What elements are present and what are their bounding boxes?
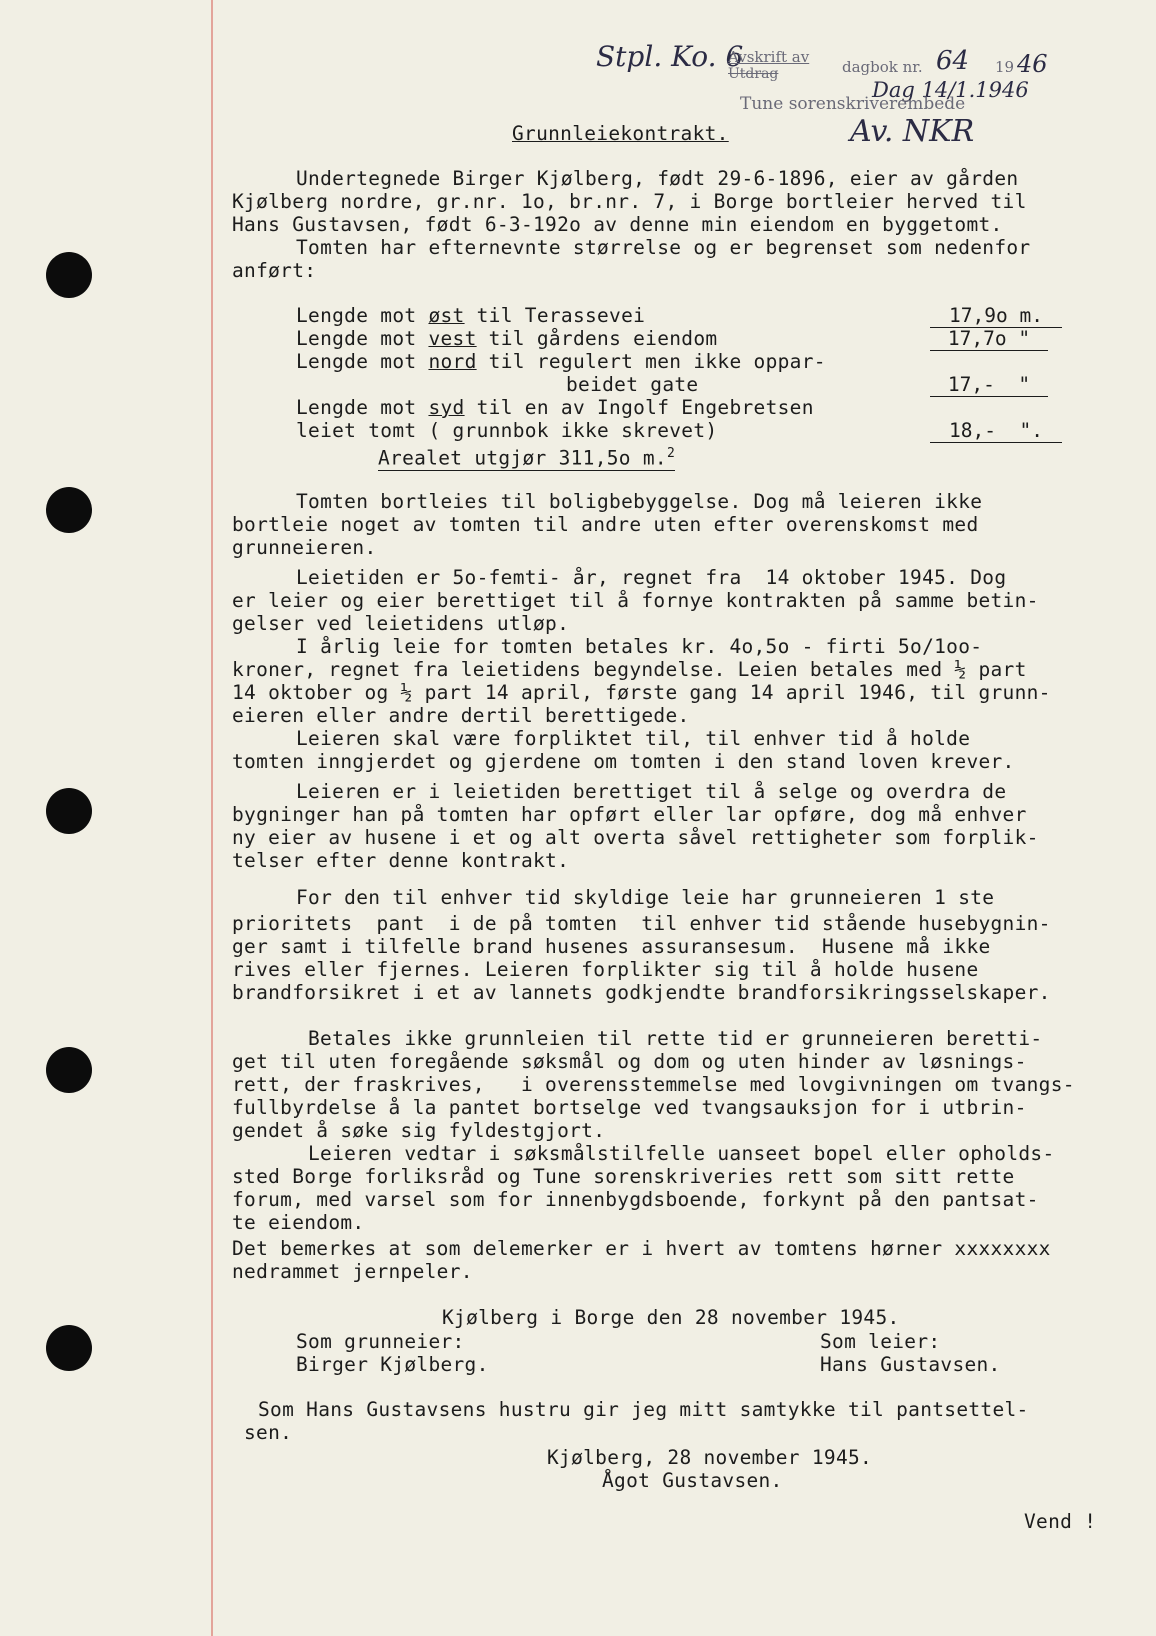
text-line: ny eier av husene i et og alt overta såvel rettigheter som forplik-	[232, 826, 1039, 849]
direction-label: vest	[428, 327, 477, 350]
measurement-row: beidet gate	[566, 373, 699, 396]
direction-label: øst	[428, 304, 465, 327]
consent-date: Kjølberg, 28 november 1945.	[547, 1446, 873, 1469]
text-line: er leier og eier berettiget til å fornye kontrakten på samme betin-	[232, 589, 1039, 612]
handwritten-reference: Stpl. Ko. 6	[596, 40, 744, 73]
text-line: grunneieren.	[232, 536, 377, 559]
text-line: tomten inngjerdet og gjerdene om tomten i den stand loven krever.	[232, 750, 1015, 773]
text-line: eieren eller andre dertil berettigede.	[232, 704, 690, 727]
direction-label: syd	[428, 396, 465, 419]
handwritten-signature: Av. NKR	[850, 114, 975, 149]
text-line: anført:	[232, 259, 317, 282]
handwritten-year: 46	[1017, 50, 1048, 78]
text-line: gelser ved leietidens utløp.	[232, 612, 570, 635]
owner-role: Som grunneier:	[296, 1330, 465, 1353]
area-line: Arealet utgjør 311,5o m.$^2$	[378, 442, 675, 471]
text-line: te eiendom.	[232, 1211, 365, 1234]
place-date: Kjølberg i Borge den 28 november 1945.	[442, 1306, 900, 1329]
text-line: 14 oktober og ½ part 14 april, første gang 14 april 1946, til grunn-	[232, 681, 1051, 704]
text-line: bygninger han på tomten har opført eller lar opføre, dog må enhver	[232, 803, 1027, 826]
text-line: Hans Gustavsen, født 6-3-192o av denne min eiendom en byggetomt.	[232, 213, 1003, 236]
measurement-value: 17,7o "	[930, 327, 1048, 351]
text-line: Tomten bortleies til boligbebyggelse. Dog må leieren ikke	[296, 490, 983, 513]
stamp-office: Tune sorenskriverembede	[740, 94, 966, 114]
text-line: Leietiden er 5o-femti- år, regnet fra 14 oktober 1945. Dog	[296, 566, 1007, 589]
text-line: kroner, regnet fra leietidens begyndelse. Leien betales med ½ part	[232, 658, 1027, 681]
measurement-row: Lengde mot syd til en av Ingolf Engebretsen	[296, 396, 814, 419]
direction-label: nord	[428, 350, 477, 373]
text-line: Undertegnede Birger Kjølberg, født 29-6-1896, eier av gården	[296, 167, 1019, 190]
text-line: Leieren skal være forpliktet til, til enhver tid å holde	[296, 727, 971, 750]
area-superscript: 2	[666, 446, 676, 461]
document-title: Grunnleiekontrakt.	[512, 122, 729, 145]
text-line: Betales ikke grunnleien til rette tid er grunneieren beretti-	[308, 1027, 1043, 1050]
measurement-row: Lengde mot øst til Terassevei	[296, 304, 646, 327]
tenant-role: Som leier:	[820, 1330, 941, 1353]
text-line: gendet å søke sig fyldestgjort.	[232, 1119, 606, 1142]
turn-over-note: Vend !	[1024, 1510, 1097, 1533]
stamp-struck-word: Utdrag	[728, 66, 779, 82]
text-line: Leieren vedtar i søksmålstilfelle uanseet bopel eller opholds-	[308, 1142, 1055, 1165]
stamp-year-prefix: 19	[995, 58, 1015, 76]
owner-name: Birger Kjølberg.	[296, 1353, 489, 1376]
measurement-value: 18,- ".	[930, 419, 1062, 443]
text-line: Leieren er i leietiden berettiget til å selge og overdra de	[296, 780, 1007, 803]
handwritten-date: Dag 14/1.1946	[872, 78, 1029, 102]
punch-hole	[46, 1325, 92, 1371]
text-line: Tomten har efternevnte størrelse og er begrenset som nedenfor	[296, 236, 1031, 259]
handwritten-number: 64	[936, 46, 970, 76]
consent-line: Som Hans Gustavsens hustru gir jeg mitt samtykke til pantsettel-	[258, 1398, 1029, 1421]
text-line: telser efter denne kontrakt.	[232, 849, 570, 872]
text-line: fullbyrdelse å la pantet bortselge ved tvangsauksjon for i utbrin-	[232, 1096, 1027, 1119]
text-line: nedrammet jernpeler.	[232, 1260, 473, 1283]
text-line: rett, der fraskrives, i overensstemmelse med lovgivningen om tvangs-	[232, 1073, 1075, 1096]
measurement-value: 17,9o m.	[930, 304, 1062, 328]
text-line: Kjølberg nordre, gr.nr. 1o, br.nr. 7, i Borge bortleier herved til	[232, 190, 1027, 213]
stamp-dagbok: dagbok nr.	[842, 58, 923, 76]
text-line: rives eller fjernes. Leieren forplikter sig til å holde husene	[232, 958, 979, 981]
text-line: sted Borge forliksråd og Tune sorenskriveries rett som sitt rette	[232, 1165, 1015, 1188]
measurement-row: leiet tomt ( grunnbok ikke skrevet)	[296, 419, 718, 442]
text-line: forum, med varsel som for innenbygdsboende, forkynt på den pantsat-	[232, 1188, 1039, 1211]
text-line: I årlig leie for tomten betales kr. 4o,5o - firti 5o/1oo-	[296, 635, 983, 658]
tenant-name: Hans Gustavsen.	[820, 1353, 1001, 1376]
text-line: Det bemerkes at som delemerker er i hvert av tomtens hørner xxxxxxxx	[232, 1237, 1051, 1260]
punch-hole	[46, 487, 92, 533]
text-line: For den til enhver tid skyldige leie har grunneieren 1 ste	[296, 886, 995, 909]
consent-name: Ågot Gustavsen.	[602, 1469, 783, 1492]
text-line: ger samt i tilfelle brand husenes assuransesum. Husene må ikke	[232, 935, 991, 958]
punch-hole	[46, 1047, 92, 1093]
margin-rule	[211, 0, 213, 1636]
measurement-value: 17,- "	[930, 373, 1048, 397]
text-line: bortleie noget av tomten til andre uten efter overenskomst med	[232, 513, 979, 536]
consent-line: sen.	[244, 1421, 293, 1444]
punch-hole	[46, 252, 92, 298]
measurement-row: Lengde mot nord til regulert men ikke oppar-	[296, 350, 826, 373]
stamp-avskrift: Avskrift av	[728, 48, 810, 66]
text-line: get til uten foregående søksmål og dom og uten hinder av løsnings-	[232, 1050, 1027, 1073]
text-line: prioritets pant i de på tomten til enhver tid stående husebygnin-	[232, 912, 1051, 935]
text-line: brandforsikret i et av lannets godkjendte brandforsikringsselskaper.	[232, 981, 1051, 1004]
punch-hole	[46, 788, 92, 834]
measurement-row: Lengde mot vest til gårdens eiendom	[296, 327, 718, 350]
